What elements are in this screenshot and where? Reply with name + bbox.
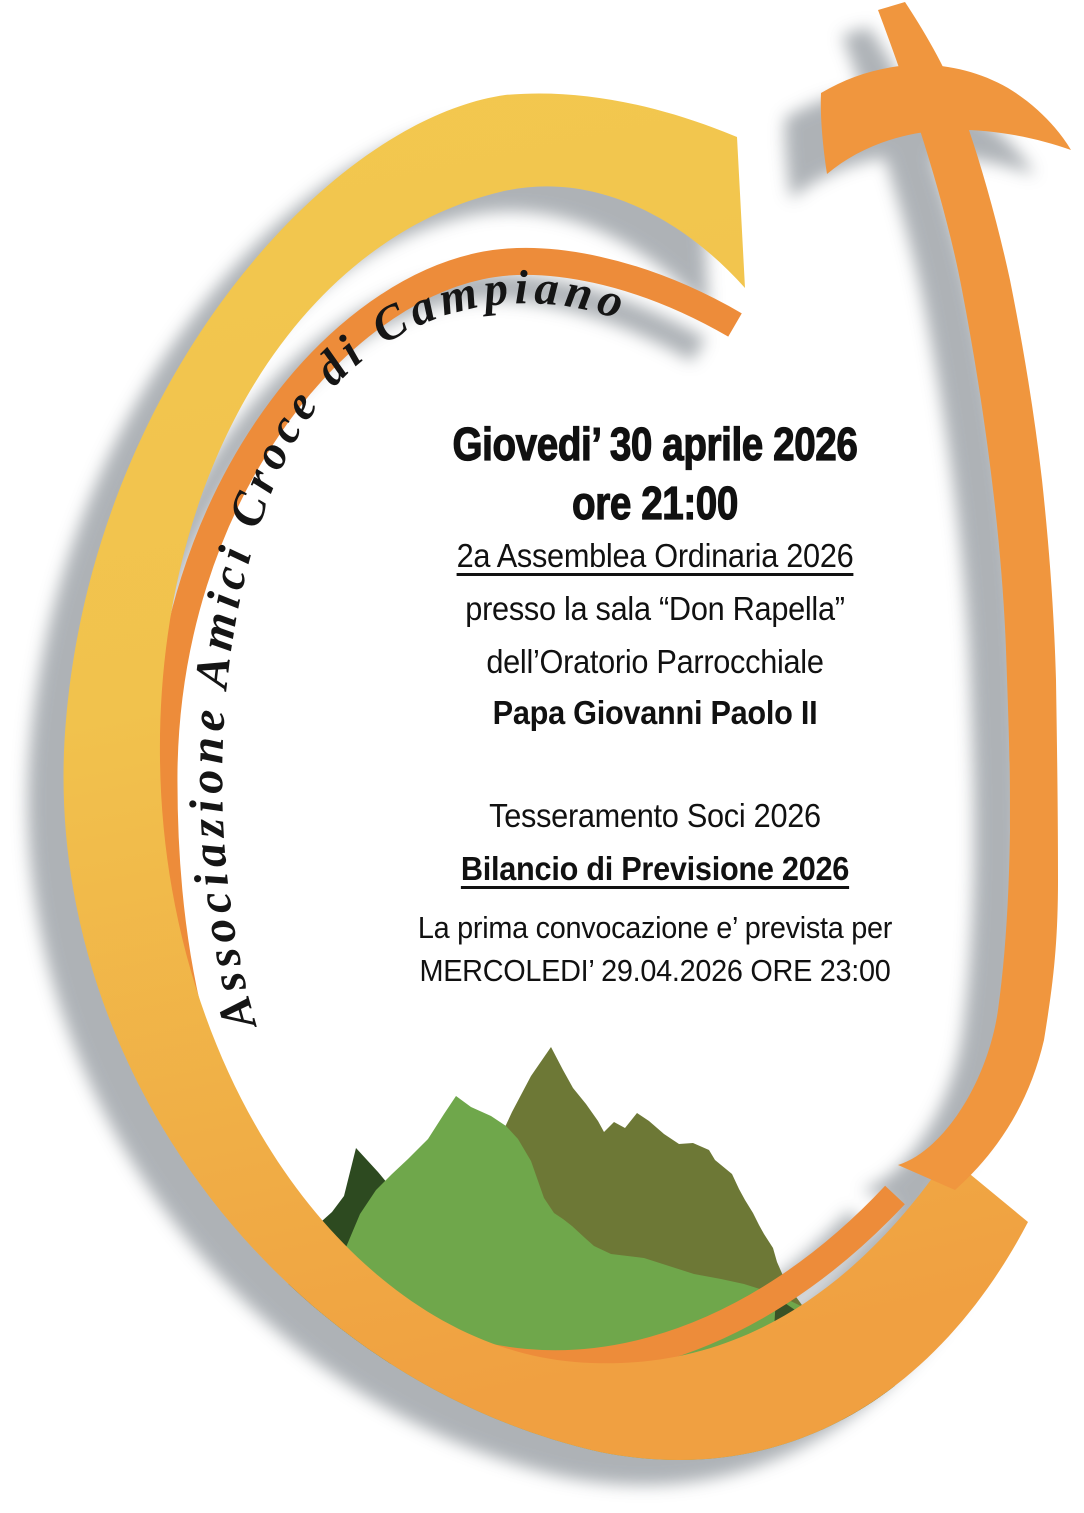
venue-line-1: presso la sala “Don Rapella”	[465, 590, 845, 627]
venue-line-2: dell’Oratorio Parrocchiale	[486, 643, 824, 680]
event-details	[338, 0, 972, 1513]
event-date-line: Giovedi’ 30 aprile 2026	[452, 418, 858, 470]
curved-logo-text: Associazione Amici Croce di Campiano	[180, 261, 631, 1036]
first-call-note-line-2: MERCOLEDI’ 29.04.2026 ORE 23:00	[419, 953, 891, 988]
event-time-line: ore 21:00	[572, 477, 738, 529]
assembly-title-line: 2a Assemblea Ordinaria 2026	[456, 537, 854, 574]
agenda-item-budget: Bilancio di Previsione 2026	[460, 850, 850, 887]
venue-line-3: Papa Giovanni Paolo II	[492, 694, 818, 731]
agenda-item-membership: Tesseramento Soci 2026	[489, 797, 821, 834]
first-call-note-line-1: La prima convocazione e’ prevista per	[417, 910, 893, 945]
